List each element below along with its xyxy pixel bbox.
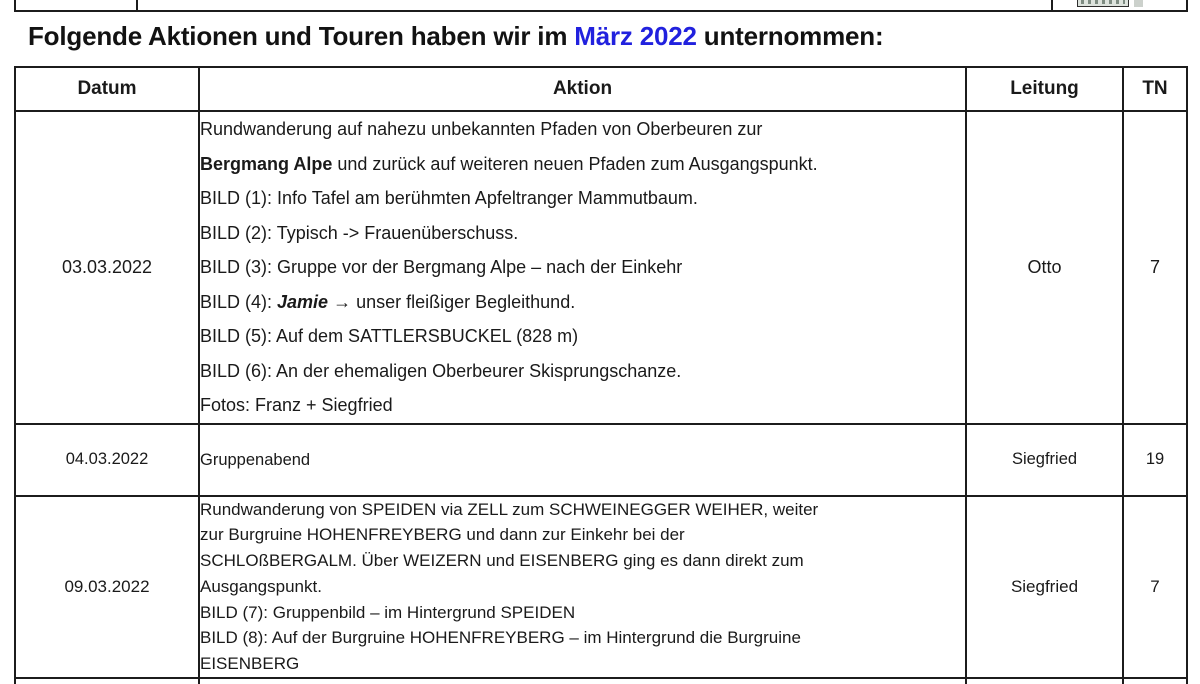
aktion-text-segment: BILD (2): Typisch -> Frauenüberschuss. — [200, 222, 519, 243]
table-body — [15, 111, 1187, 684]
table-border-line — [14, 10, 1188, 12]
aktion-text-segment: BILD (4): — [200, 291, 278, 312]
aktion-text-segment: Ausgangspunkt. — [200, 576, 322, 596]
datum-cell — [15, 678, 199, 684]
aktion-line — [200, 497, 965, 523]
tn-cell: 7 — [1123, 496, 1187, 679]
table-row — [15, 496, 1187, 679]
table-header-row — [15, 67, 1187, 111]
aktion-line — [200, 574, 965, 600]
aktion-line — [200, 600, 965, 626]
table-border-line — [1051, 0, 1053, 11]
aktion-text-segment: BILD (7): Gruppenbild – im Hintergrund SPEIDEN — [200, 602, 576, 622]
aktion-text-segment: BILD (6): An der ehemaligen Oberbeurer Skisprungschanze. — [200, 360, 682, 381]
leitung-cell — [966, 678, 1123, 684]
aktion-line — [200, 548, 965, 574]
page-title-prefix: Folgende Aktionen und Touren haben wir im — [28, 21, 575, 51]
aktion-line — [200, 285, 965, 320]
aktion-text-segment: Rundwanderung von SPEIDEN via ZELL zum SCHWEINEGGER WEIHER, weiter — [200, 499, 819, 519]
aktion-line — [200, 319, 965, 354]
activities-table — [14, 66, 1188, 684]
aktion-cell — [199, 111, 966, 424]
aktion-line — [200, 354, 965, 389]
aktion-text-segment: Jamie — [277, 291, 329, 312]
cropped-widget-text — [1081, 0, 1125, 4]
aktion-line — [200, 216, 965, 251]
cropped-widget — [1077, 0, 1129, 7]
aktion-text-segment: und zurück auf weiteren neuen Pfaden zum Ausgangspunkt. — [332, 153, 818, 174]
aktion-line — [200, 181, 965, 216]
aktion-text-segment: Bergmang Alpe — [200, 153, 333, 174]
aktion-text-segment: Rundwanderung auf nahezu unbekannten Pfaden von Oberbeuren zur — [200, 119, 763, 139]
aktion-text-segment: BILD (5): Auf dem SATTLERSBUCKEL (828 m) — [200, 326, 579, 346]
aktion-text-segment: → unser fleißiger Begleithund. — [328, 291, 576, 312]
aktion-text-segment: EISENBERG — [200, 654, 300, 674]
aktion-line — [200, 147, 965, 182]
aktion-line — [200, 112, 965, 147]
datum-cell: 03.03.2022 — [15, 111, 199, 424]
aktion-text-segment: Gruppenabend — [200, 450, 311, 469]
aktion-text-segment: BILD (1): Info Tafel am berühmten Apfeltranger Mammutbaum. — [200, 188, 698, 208]
column-header-leitung: Leitung — [966, 67, 1123, 111]
aktion-line — [200, 625, 965, 651]
table-border-line — [14, 0, 16, 12]
aktion-line — [200, 447, 965, 473]
leitung-cell: Siegfried — [966, 424, 1123, 496]
aktion-cell — [199, 424, 966, 496]
page-title — [28, 21, 883, 52]
aktion-cell — [199, 496, 966, 679]
aktion-line — [200, 522, 965, 548]
table-row — [15, 678, 1187, 684]
leitung-cell: Siegfried — [966, 496, 1123, 679]
aktion-cell — [199, 678, 966, 684]
table-border-line — [1186, 0, 1188, 12]
tn-cell: 7 — [1123, 111, 1187, 424]
aktion-line — [200, 651, 965, 677]
page-title-month-highlight: März 2022 — [574, 21, 697, 51]
leitung-cell: Otto — [966, 111, 1123, 424]
aktion-text-segment: BILD (3): Gruppe vor der Bergmang Alpe – nach der Einkehr — [200, 257, 683, 277]
aktion-text-segment: BILD (8): Auf der Burgruine HOHENFREYBERG – im Hintergrund die Burgruine — [200, 628, 801, 648]
aktion-line — [200, 250, 965, 285]
page-title-suffix: unternommen: — [696, 21, 884, 51]
datum-cell: 09.03.2022 — [15, 496, 199, 679]
aktion-text-segment: zur Burgruine HOHENFREYBERG und dann zur Einkehr bei der — [200, 525, 685, 545]
table-row — [15, 111, 1187, 424]
cropped-mark — [1134, 0, 1143, 7]
tn-cell — [1123, 678, 1187, 684]
column-header-datum: Datum — [15, 67, 199, 111]
datum-cell: 04.03.2022 — [15, 424, 199, 496]
column-header-aktion: Aktion — [199, 67, 966, 111]
table-row — [15, 424, 1187, 496]
table-border-line — [136, 0, 138, 11]
aktion-text-segment: Fotos: Franz + Siegfried — [200, 395, 393, 415]
tn-cell: 19 — [1123, 424, 1187, 496]
aktion-line — [200, 388, 965, 423]
aktion-text-segment: SCHLOßBERGALM. Über WEIZERN und EISENBERG ging es dann direkt zum — [200, 551, 804, 571]
column-header-tn: TN — [1123, 67, 1187, 111]
